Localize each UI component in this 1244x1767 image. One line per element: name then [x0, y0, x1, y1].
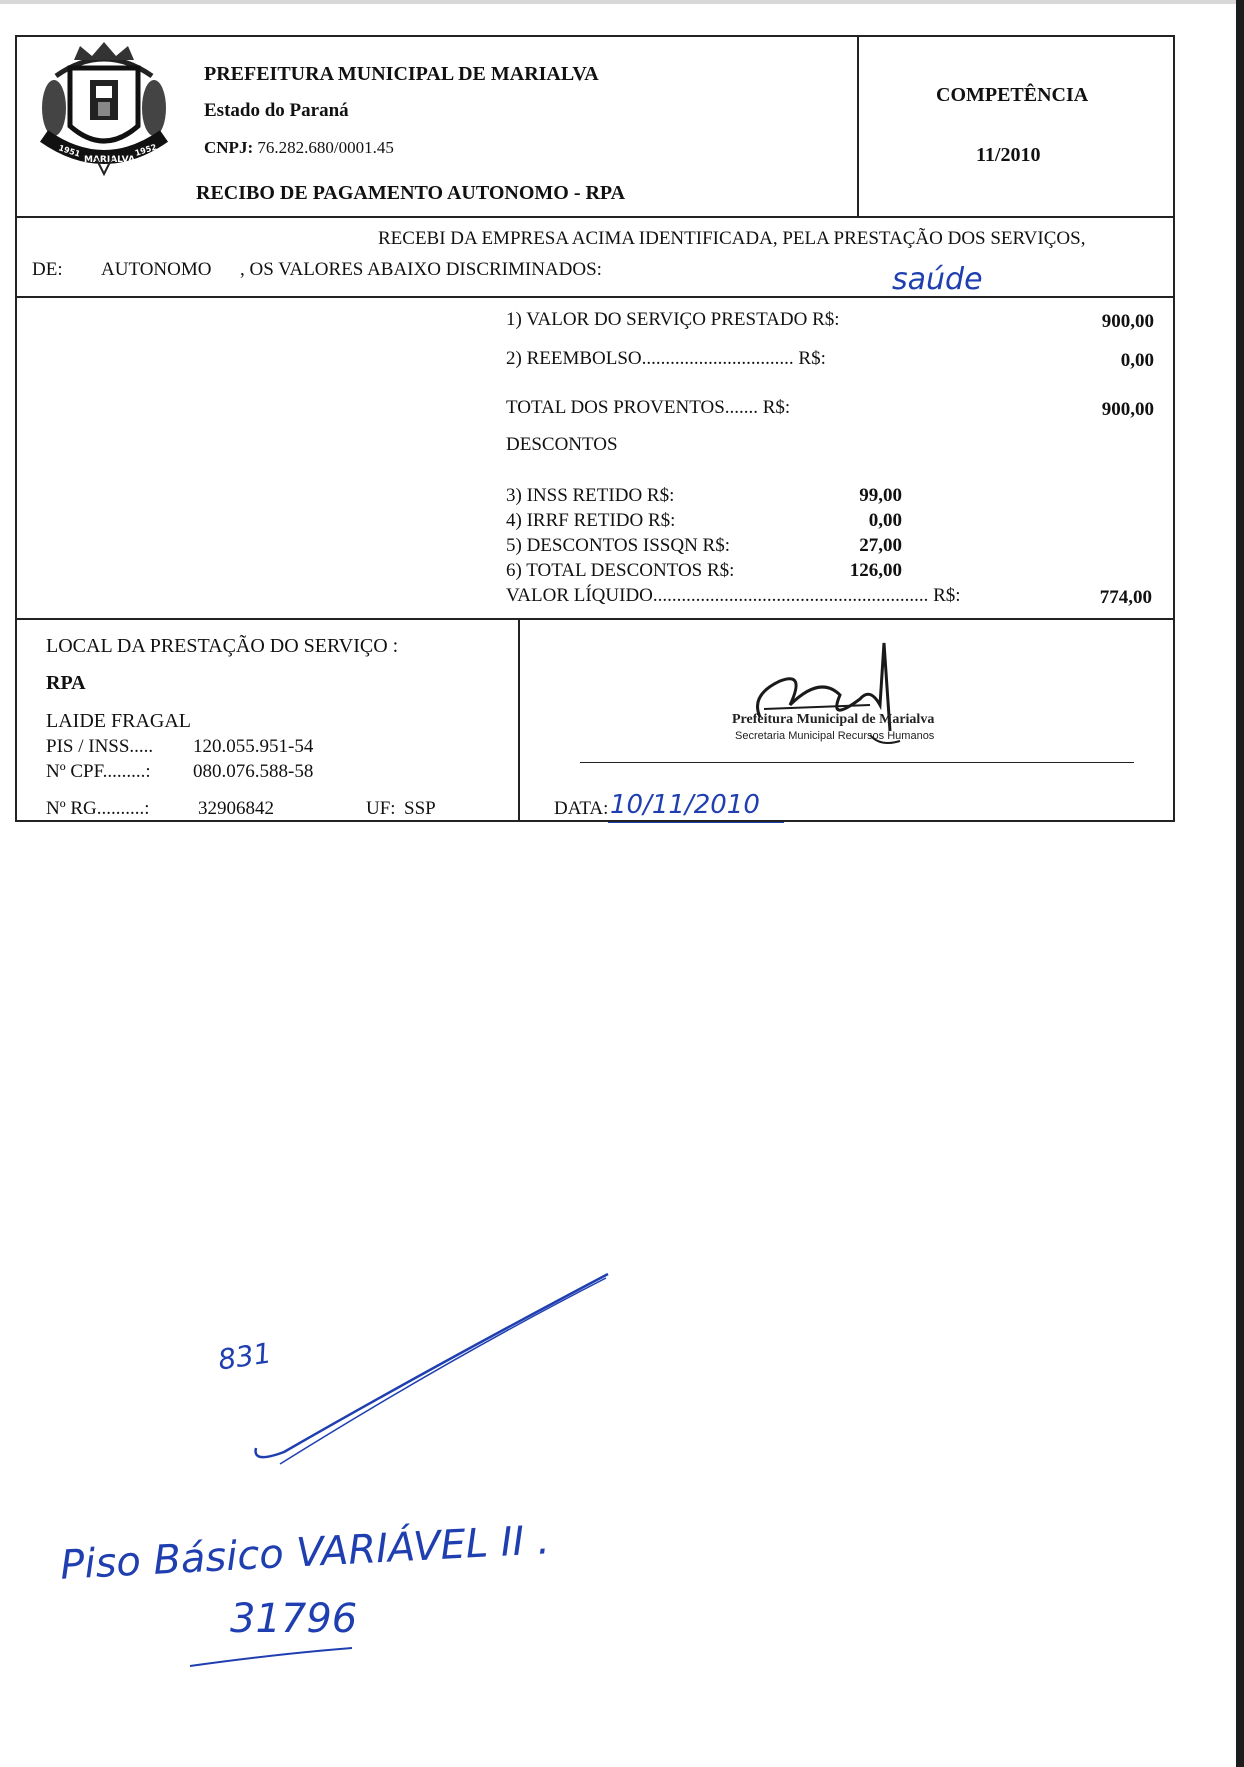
- pis-label: PIS / INSS.....: [46, 736, 154, 757]
- scan-right-edge: [1236, 0, 1244, 1767]
- handwritten-note-number: 31796: [230, 1596, 358, 1642]
- stamp-line-1: Prefeitura Municipal de Marialva: [732, 712, 935, 727]
- service-location-value: RPA: [46, 672, 86, 694]
- de-label: DE:: [32, 259, 63, 280]
- total-discounts-value: 126,00: [849, 560, 902, 581]
- total-earnings-label: TOTAL DOS PROVENTOS....... R$:: [506, 397, 791, 418]
- document-title: RECIBO DE PAGAMENTO AUTONOMO - RPA: [196, 182, 626, 204]
- cnpj-value: 76.282.680/0001.45: [257, 138, 394, 157]
- handwritten-number: 831: [215, 1336, 274, 1377]
- inss-value: 99,00: [859, 485, 902, 506]
- handwritten-service: saúde: [892, 262, 983, 297]
- irrf-label: 4) IRRF RETIDO R$:: [506, 510, 676, 531]
- state-name: Estado do Paraná: [204, 100, 349, 121]
- stamp-line-2: Secretaria Municipal Recursos Humanos: [735, 730, 935, 742]
- cpf-value: 080.076.588-58: [193, 761, 314, 782]
- rule-statement-bottom: [15, 296, 1175, 298]
- rg-label: Nº RG..........:: [46, 798, 150, 819]
- irrf-value: 0,00: [868, 510, 902, 531]
- competence-value: 11/2010: [976, 144, 1041, 166]
- scan-top-edge: [0, 0, 1244, 4]
- rule-provider-divider: [518, 618, 520, 822]
- cpf-label: Nº CPF.........:: [46, 761, 151, 782]
- service-location-label: LOCAL DA PRESTAÇÃO DO SERVIÇO :: [46, 635, 399, 657]
- rg-value: 32906842: [198, 798, 274, 819]
- de-value: AUTONOMO: [101, 259, 212, 280]
- uf-label: UF:: [366, 798, 396, 819]
- cnpj-label: CNPJ:: [204, 138, 254, 157]
- issqn-label: 5) DESCONTOS ISSQN R$:: [506, 535, 730, 556]
- date-value: 10/11/2010: [610, 790, 760, 820]
- rule-header-bottom: [15, 216, 1175, 218]
- note-underline: [186, 1640, 366, 1670]
- pis-value: 120.055.951-54: [193, 736, 314, 757]
- date-label: DATA:: [554, 798, 609, 819]
- total-discounts-label: 6) TOTAL DESCONTOS R$:: [506, 560, 735, 581]
- rule-values-bottom: [15, 618, 1175, 620]
- handwritten-note: Piso Básico VARIÁVEL II .: [59, 1517, 551, 1589]
- statement-line-2: , OS VALORES ABAIXO DISCRIMINADOS:: [240, 259, 602, 280]
- total-earnings-value: 900,00: [1101, 399, 1154, 420]
- reimbursement-value: 0,00: [1120, 350, 1154, 371]
- competence-label: COMPETÊNCIA: [936, 84, 1089, 106]
- date-underline: [608, 822, 784, 823]
- crest-name: MARIALVA: [84, 155, 135, 165]
- provider-name: LAIDE FRAGAL: [46, 710, 191, 732]
- municipal-crest-icon: [36, 38, 172, 176]
- discounts-heading: DESCONTOS: [506, 434, 618, 455]
- statement-line-1: RECEBI DA EMPRESA ACIMA IDENTIFICADA, PELA PRESTAÇÃO DOS SERVIÇOS,: [378, 228, 1086, 249]
- check-mark-stroke: [250, 1268, 620, 1478]
- uf-value: SSP: [404, 798, 436, 819]
- cnpj-line: [204, 138, 394, 158]
- reimbursement-label: 2) REEMBOLSO................................ R$:: [506, 348, 826, 369]
- signature-line: [580, 762, 1134, 763]
- crest-year-right: 1952: [133, 142, 158, 158]
- institution-name: PREFEITURA MUNICIPAL DE MARIALVA: [204, 63, 599, 85]
- net-value: 774,00: [1099, 587, 1152, 608]
- service-label: 1) VALOR DO SERVIÇO PRESTADO R$:: [506, 309, 840, 330]
- rule-competence-divider: [857, 35, 859, 218]
- net-value-label: VALOR LÍQUIDO.......................................................... R$:: [506, 585, 961, 606]
- inss-label: 3) INSS RETIDO R$:: [506, 485, 675, 506]
- issqn-value: 27,00: [859, 535, 902, 556]
- service-value: 900,00: [1101, 311, 1154, 332]
- crest-year-left: 1951: [57, 143, 82, 159]
